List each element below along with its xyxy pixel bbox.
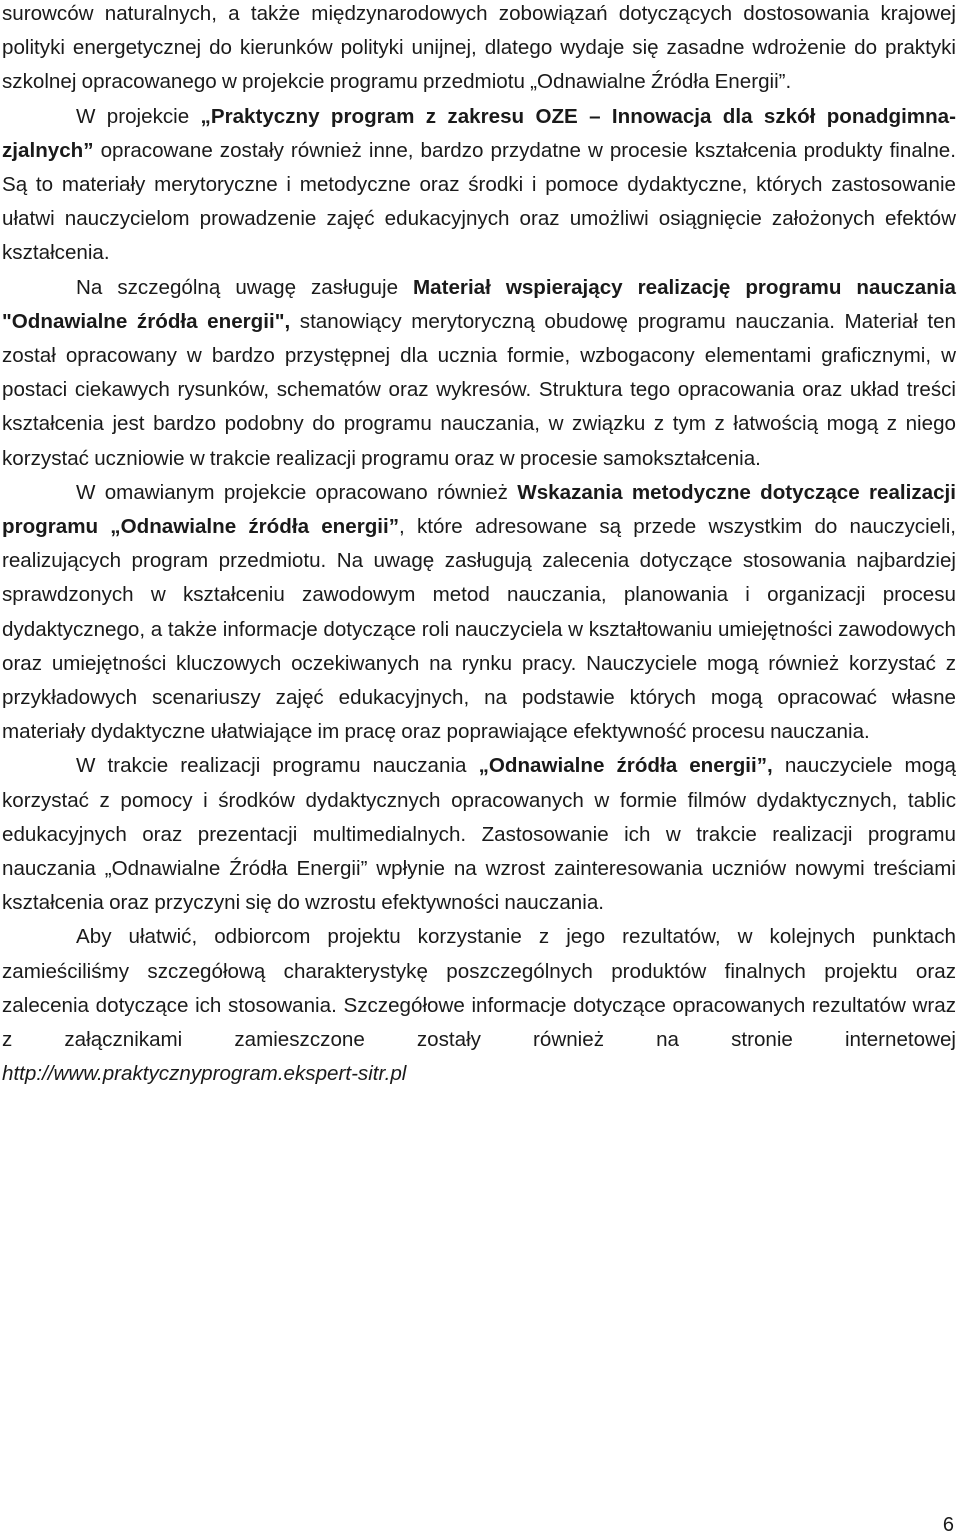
paragraph-p6 xyxy=(2,920,956,1091)
text-run: , które adresowane są przede wszystkim do nauczycieli, realizujących program przedmiotu. Na uwagę zasługują zalecenia dotyczące stosowania najbardziej sprawdzonych w kształceniu zawodowym metod nauczania, planowania i organizacji procesu dydaktycznego, a także informacje dotyczące roli nauczyciela w kształtowaniu umiejętności zawodowych oraz umiejętności kluczowych oczekiwanych na rynku pracy. Nauczyciele mogą również korzystać z przykładowych scenariuszy zajęć edukacyjnych, na podstawie których mogą opracować własne materiały dydaktyczne ułatwiające im pracę oraz poprawiające efektywność procesu nauczania. xyxy=(2,515,956,744)
paragraph-p2 xyxy=(2,100,956,271)
bold-text: „Odnawialne źródła energii”, xyxy=(478,754,773,778)
page-number: 6 xyxy=(942,1514,954,1536)
text-run: W trakcie realizacji programu nauczania xyxy=(76,754,479,778)
bold-text: „Praktyczny program z zakresu OZE – Innowacja dla szkół ponadgimnazjalnych” xyxy=(2,104,956,162)
url-text[interactable]: http://www.praktycznyprogram.ekspert-sitr.pl xyxy=(2,1062,407,1086)
text-run: opracowane zostały również inne, bardzo przydatne w procesie kształcenia produkty finalne. Są to materiały merytoryczne i metodyczne oraz środki i pomoce dydaktyczne, których zastosowanie ułatwi nauczycielom prowadzenie zajęć edukacyjnych oraz umożliwi osiągnięcie założonych efektów kształcenia. xyxy=(2,138,956,265)
text-run: W omawianym projekcie opracowano również xyxy=(76,480,518,504)
text-run: stanowiący merytoryczną obudowę programu nauczania. Materiał ten został opracowany w bardzo przystępnej dla ucznia formie, wzbogacony elementami graficznymi, w postaci ciekawych rysunków, schematów oraz wykresów. Struktura tego opracowania oraz układ treści kształcenia jest bardzo podobny do programu nauczania, w związku z tym z łatwością mogą z niego korzystać uczniowie w trakcie realizacji programu oraz w procesie samokształcenia. xyxy=(2,309,956,470)
paragraph-p1 xyxy=(2,0,956,100)
text-run: nauczyciele mogą korzystać z pomocy i środków dydaktycznych opracowanych w formie filmów dydaktycznych, tablic edukacyjnych oraz prezentacji multimedialnych. Zastosowanie ich w trakcie realizacji programu nauczania „Odnawialne Źródła Energii” wpłynie na wzrost zainteresowania uczniów nowymi treściami kształcenia oraz przyczyni się do wzrostu efektywności nauczania. xyxy=(2,754,957,915)
text-run: surowców naturalnych, a także międzynarodowych zobowiązań dotyczących dostosowania krajowej polityki energetycznej do kierunków polityki unijnej, dlatego wydaje się zasadne wdrożenie do praktyki szkolnej opracowanego w projekcie programu przedmiotu „Odnawialne Źródła Energii”. xyxy=(2,2,956,94)
text-run: W projekcie xyxy=(76,104,201,128)
text-run: Na szczególną uwagę zasługuje xyxy=(76,275,414,299)
paragraph-p5 xyxy=(2,749,956,920)
paragraph-p4 xyxy=(2,476,956,750)
bold-text: Materiał wspierający realizację programu nauczania "Odnawialne źródła energii", xyxy=(2,275,957,333)
body-text xyxy=(2,0,956,1092)
text-run: Aby ułatwić, odbiorcom projektu korzystanie z jego rezultatów, w kolejnych punktach zamieściliśmy szczegółową charakterystykę poszczególnych produktów finalnych projektu oraz zalecenia dotyczące ich stosowania. Szczegółowe informacje dotyczące opracowanych rezultatów wraz z załącznikami zamieszczone zostały również na stronie internetowej xyxy=(2,925,956,1052)
paragraph-p3 xyxy=(2,271,956,476)
bold-text: Wskazania metodyczne dotyczące realizacji programu „Odnawialne źródła energii” xyxy=(2,480,956,539)
